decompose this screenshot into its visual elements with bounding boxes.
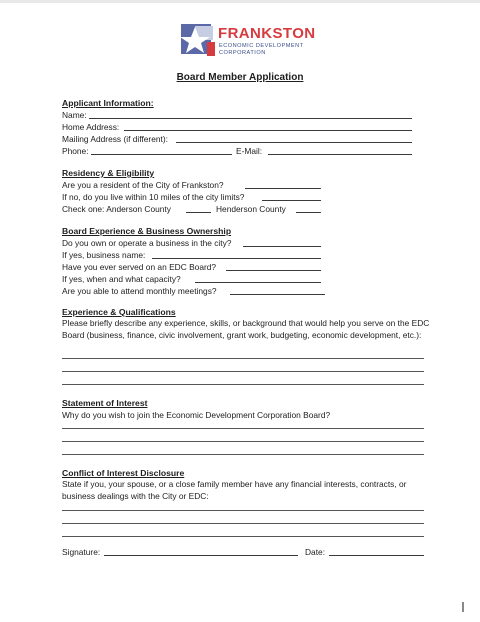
experience-line-3[interactable] (62, 384, 424, 385)
conflict-line-3[interactable] (62, 536, 424, 537)
meetings-question: Are you able to attend monthly meetings? (62, 286, 217, 296)
board-heading: Board Experience & Business Ownership (62, 226, 232, 236)
conflict-line-2[interactable] (62, 523, 424, 524)
date-field[interactable] (329, 555, 424, 556)
conflict-line-1[interactable] (62, 510, 424, 511)
business-owner-question: Do you own or operate a business in the city? (62, 238, 232, 248)
within-10-miles-field[interactable] (262, 200, 321, 201)
scan-top-edge (0, 0, 480, 3)
resident-question: Are you a resident of the City of Frankston? (62, 180, 224, 190)
capacity-field[interactable] (195, 282, 321, 283)
mailing-address-label: Mailing Address (if different): (62, 134, 168, 144)
capacity-question: If yes, when and what capacity? (62, 274, 181, 284)
scan-edge-mark (462, 602, 464, 612)
home-address-field[interactable] (124, 130, 412, 131)
interest-line-1[interactable] (62, 428, 424, 429)
residency-heading: Residency & Eligibility (62, 168, 155, 178)
name-field[interactable] (89, 118, 412, 119)
signature-field[interactable] (104, 555, 298, 556)
experience-line-1[interactable] (62, 358, 424, 359)
conflict-prompt: State if you, your spouse, or a close family member have any financial interests, contracts, or business dealings with the City or EDC: (62, 479, 407, 501)
interest-heading: Statement of Interest (62, 398, 148, 408)
email-label: E-Mail: (236, 146, 263, 156)
page-title: Board Member Application (176, 72, 304, 83)
brand-subtitle-2: CORPORATION (219, 50, 266, 56)
conflict-heading: Conflict of Interest Disclosure (62, 468, 185, 478)
business-name-label: If yes, business name: (62, 250, 146, 260)
resident-answer-field[interactable] (245, 188, 321, 189)
business-owner-field[interactable] (243, 246, 321, 247)
henderson-county-label: Henderson County (216, 204, 286, 214)
brand-subtitle-1: ECONOMIC DEVELOPMENT (219, 43, 304, 49)
phone-field[interactable] (91, 154, 232, 155)
phone-label: Phone: (62, 146, 89, 156)
experience-heading: Experience & Qualifications (62, 307, 176, 317)
county-check-label: Check one: Anderson County (62, 204, 171, 214)
signature-label: Signature: (62, 547, 101, 557)
interest-line-2[interactable] (62, 441, 424, 442)
name-label: Name: (62, 110, 87, 120)
business-name-field[interactable] (152, 258, 321, 259)
interest-prompt: Why do you wish to join the Economic Development Corporation Board? (62, 410, 331, 420)
experience-prompt: Please briefly describe any experience, skills, or background that would help you serve on the EDC Board (business, finance, civic involvement, grant work, budgeting, economic development, etc.): (62, 318, 430, 340)
henderson-county-checkbox[interactable] (296, 212, 321, 213)
edc-board-field[interactable] (226, 270, 321, 271)
email-field[interactable] (268, 154, 412, 155)
star-logo-icon (177, 22, 219, 60)
experience-line-2[interactable] (62, 371, 424, 372)
brand-name: FRANKSTON (218, 25, 316, 42)
interest-line-3[interactable] (62, 454, 424, 455)
within-10-miles-question: If no, do you live within 10 miles of the city limits? (62, 192, 245, 202)
date-label: Date: (305, 547, 326, 557)
anderson-county-checkbox[interactable] (186, 212, 211, 213)
meetings-field[interactable] (230, 294, 325, 295)
home-address-label: Home Address: (62, 122, 120, 132)
edc-board-question: Have you ever served on an EDC Board? (62, 262, 217, 272)
mailing-address-field[interactable] (176, 142, 412, 143)
applicant-heading: Applicant Information: (62, 98, 154, 108)
